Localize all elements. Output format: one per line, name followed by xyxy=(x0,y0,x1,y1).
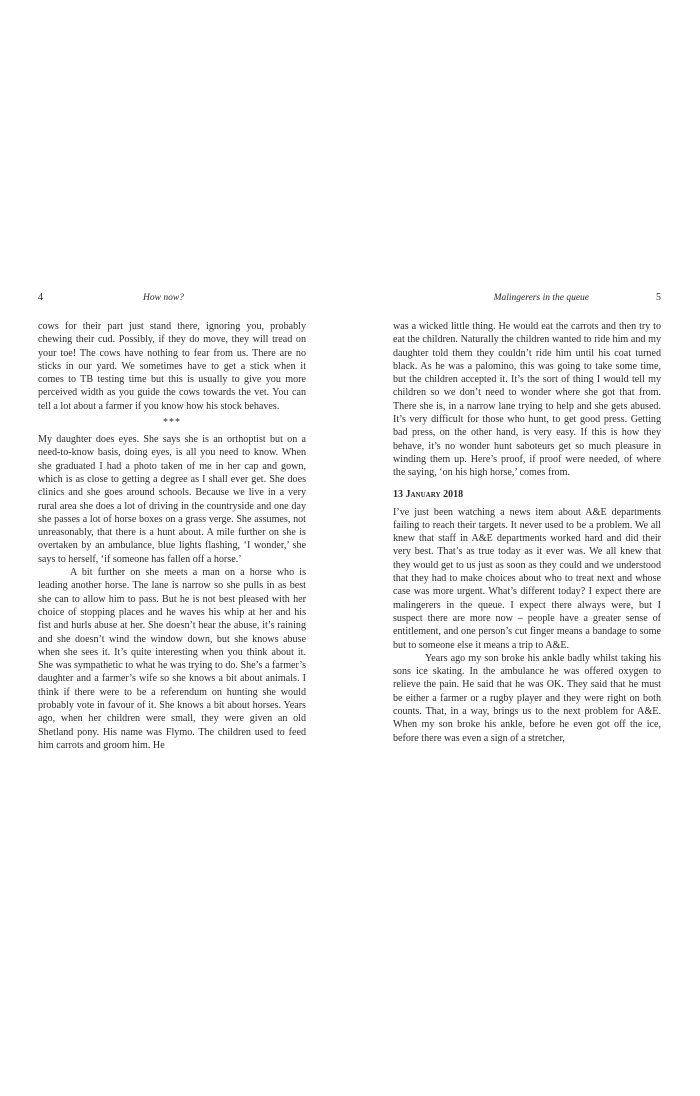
right-body-text xyxy=(393,320,661,745)
right-page-number: 5 xyxy=(656,292,661,303)
left-body-text xyxy=(38,320,306,752)
left-running-head xyxy=(38,290,306,306)
left-page xyxy=(38,290,306,752)
left-paragraph-1: cows for their part just stand there, ignoring you, probably chewing their cud. Possibly, if they do move, they will tread on your toe! The cows have nothing to fear from us. There are no sticks in our yard. We sometimes have to get a stick when it comes to TB testing time but this is usually to give you more perceived width as you guide the cows towards the vet. You can tell a lot about a farmer if you know how his stock behaves. xyxy=(38,321,306,412)
left-page-number: 4 xyxy=(38,292,43,303)
right-paragraph-2: I’ve just been watching a news item about A&E departments failing to reach their targets. It never used to be a problem. We all knew that staff in A&E departments worked hard and did their very best. That’s as true today as it ever was. We all knew that they would get to us just as soon as they could and we understood that they had to make choices about who to treat next and whose case was more urgent. What’s different today? I expect there are malingerers in the queue. I expect there always were, but I suspect there are more now – people have a greater sense of entitlement, and one person’s cut finger means a bandage to some but to someone else it means a trip to A&E. xyxy=(393,506,661,651)
left-paragraph-2: My daughter does eyes. She says she is an orthoptist but on a need-to-know basis, doing eyes, is all you need to know. When she graduated I had a photo taken of me in her cap and gown, which is as close to getting a degree as I shall ever get. She does clinics and she goes around schools. Because we live in a very rural area she does a lot of driving in the countryside and one day she passes a lot of horse boxes on a grass verge. She assumes, not unreasonably, that there is a hunt about. A mile further on she is overtaken by an ambulance, blue lights flashing, ‘I wonder,’ she says to herself, ‘if someone has fallen off a horse.’ xyxy=(38,434,306,565)
left-running-title: How now? xyxy=(143,293,184,303)
right-paragraph-3: Years ago my son broke his ankle badly whilst taking his sons ice skating. In the ambulance he was offered oxygen to relieve the pain. He said that he was OK. They said that he must be either a farmer or a rugby player and they were right on both counts. That, in a way, brings us to the next problem for A&E. When my son broke his ankle, before he even got off the ice, before there was even a sign of a stretcher, xyxy=(393,652,661,744)
date-heading: 13 January 2018 xyxy=(393,488,464,500)
left-paragraph-3: A bit further on she meets a man on a horse who is leading another horse. The lane is narrow so she pulls in as best she can to allow him to pass. But he is not best pleased with her choice of stopping places and he waves his whip at her and his fist and hurls abuse at her. She doesn’t hear the abuse, it’s raining and she doesn’t wind the window down, but she knows abuse when she sees it. It’s quite interesting when you think about it. She was sympathetic to what he was trying to do. She’s a farmer’s daughter and a farmer’s wife so she knows a bit about animals. I think if there were to be a referendum on hunting she would probably vote in favour of it. She knows a bit about horses. Years ago, when her children were small, they were given an old Shetland pony. His name was Flymo. The children used to feed him carrots and groom him. He xyxy=(38,567,306,751)
right-paragraph-1: was a wicked little thing. He would eat the carrots and then try to eat the children. Naturally the children wanted to ride him and my daughter told them they couldn’t ride him until his coat turned black. As he was a palomino, this was going to take some time, but the children accepted it. It’s the sort of thing I would tell my children so we don’t need to wonder where she got that from. There she is, in a narrow lane trying to help and she gets abused. It’s very difficult for those who hunt, to get good press. Getting bad press, on the other hand, is very easy. If this is how they behave, it’s no wonder hunt saboteurs get so much pleasure in winding them up. Here’s proof, if proof were needed, of where the saying, ‘on his high horse,’ comes from. xyxy=(393,321,661,479)
right-running-head xyxy=(393,290,661,306)
right-running-title: Malingerers in the queue xyxy=(493,293,589,303)
section-break: *** xyxy=(163,417,181,429)
right-page xyxy=(393,290,661,745)
